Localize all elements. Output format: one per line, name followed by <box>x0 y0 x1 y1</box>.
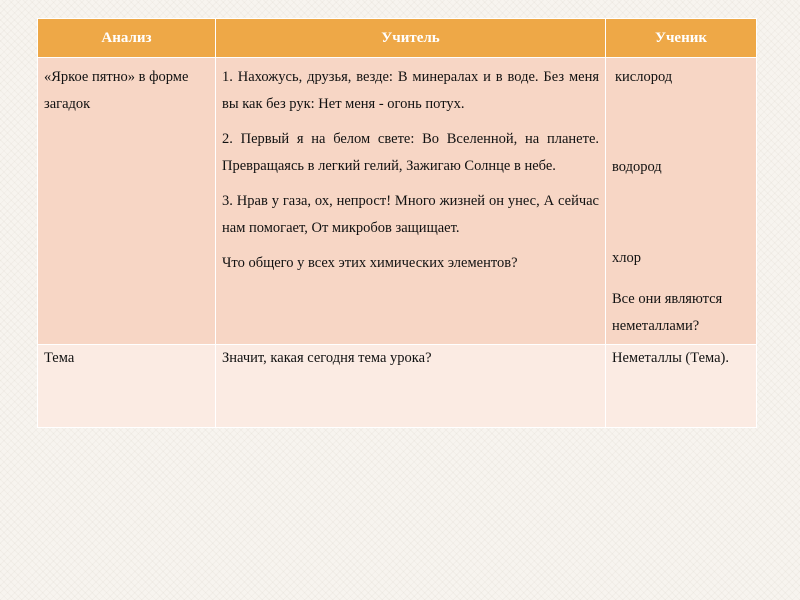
table-row <box>38 58 757 345</box>
riddle-2: 2. Первый я на белом свете: Во Вселенной, на планете. Превращаясь в легкий гелий, Зажигаю Солнце в небе. <box>222 131 599 174</box>
analysis-cell <box>38 345 216 428</box>
riddle-question: Что общего у всех этих химических элементов? <box>222 255 518 271</box>
riddle-1: 1. Нахожусь, друзья, везде: В минералах и в воде. Без меня вы как без рук: Нет меня - огонь потух. <box>222 69 599 112</box>
topic-label: Тема <box>44 350 75 366</box>
analysis-text: «Яркое пятно» в форме загадок <box>44 69 189 112</box>
header-student: Ученик <box>606 19 757 58</box>
table-header-row <box>38 19 757 58</box>
answer-chlorine: хлор <box>612 250 641 266</box>
answer-nonmetals: Все они являются неметаллами? <box>612 291 723 334</box>
answer-hydrogen: водород <box>612 159 662 175</box>
topic-answer: Неметаллы (Тема). <box>612 350 729 366</box>
student-cell <box>606 345 757 428</box>
table-row <box>38 345 757 428</box>
header-teacher: Учитель <box>216 19 606 58</box>
teacher-cell <box>216 58 606 345</box>
answer-oxygen: кислород <box>615 69 673 85</box>
analysis-cell <box>38 58 216 345</box>
teacher-cell <box>216 345 606 428</box>
header-analysis: Анализ <box>38 19 216 58</box>
riddle-3: 3. Нрав у газа, ох, непрост! Много жизней он унес, А сейчас нам помогает, От микробов защищает. <box>222 193 599 236</box>
student-cell <box>606 58 757 345</box>
lesson-table <box>37 18 757 428</box>
topic-question: Значит, какая сегодня тема урока? <box>222 350 432 366</box>
